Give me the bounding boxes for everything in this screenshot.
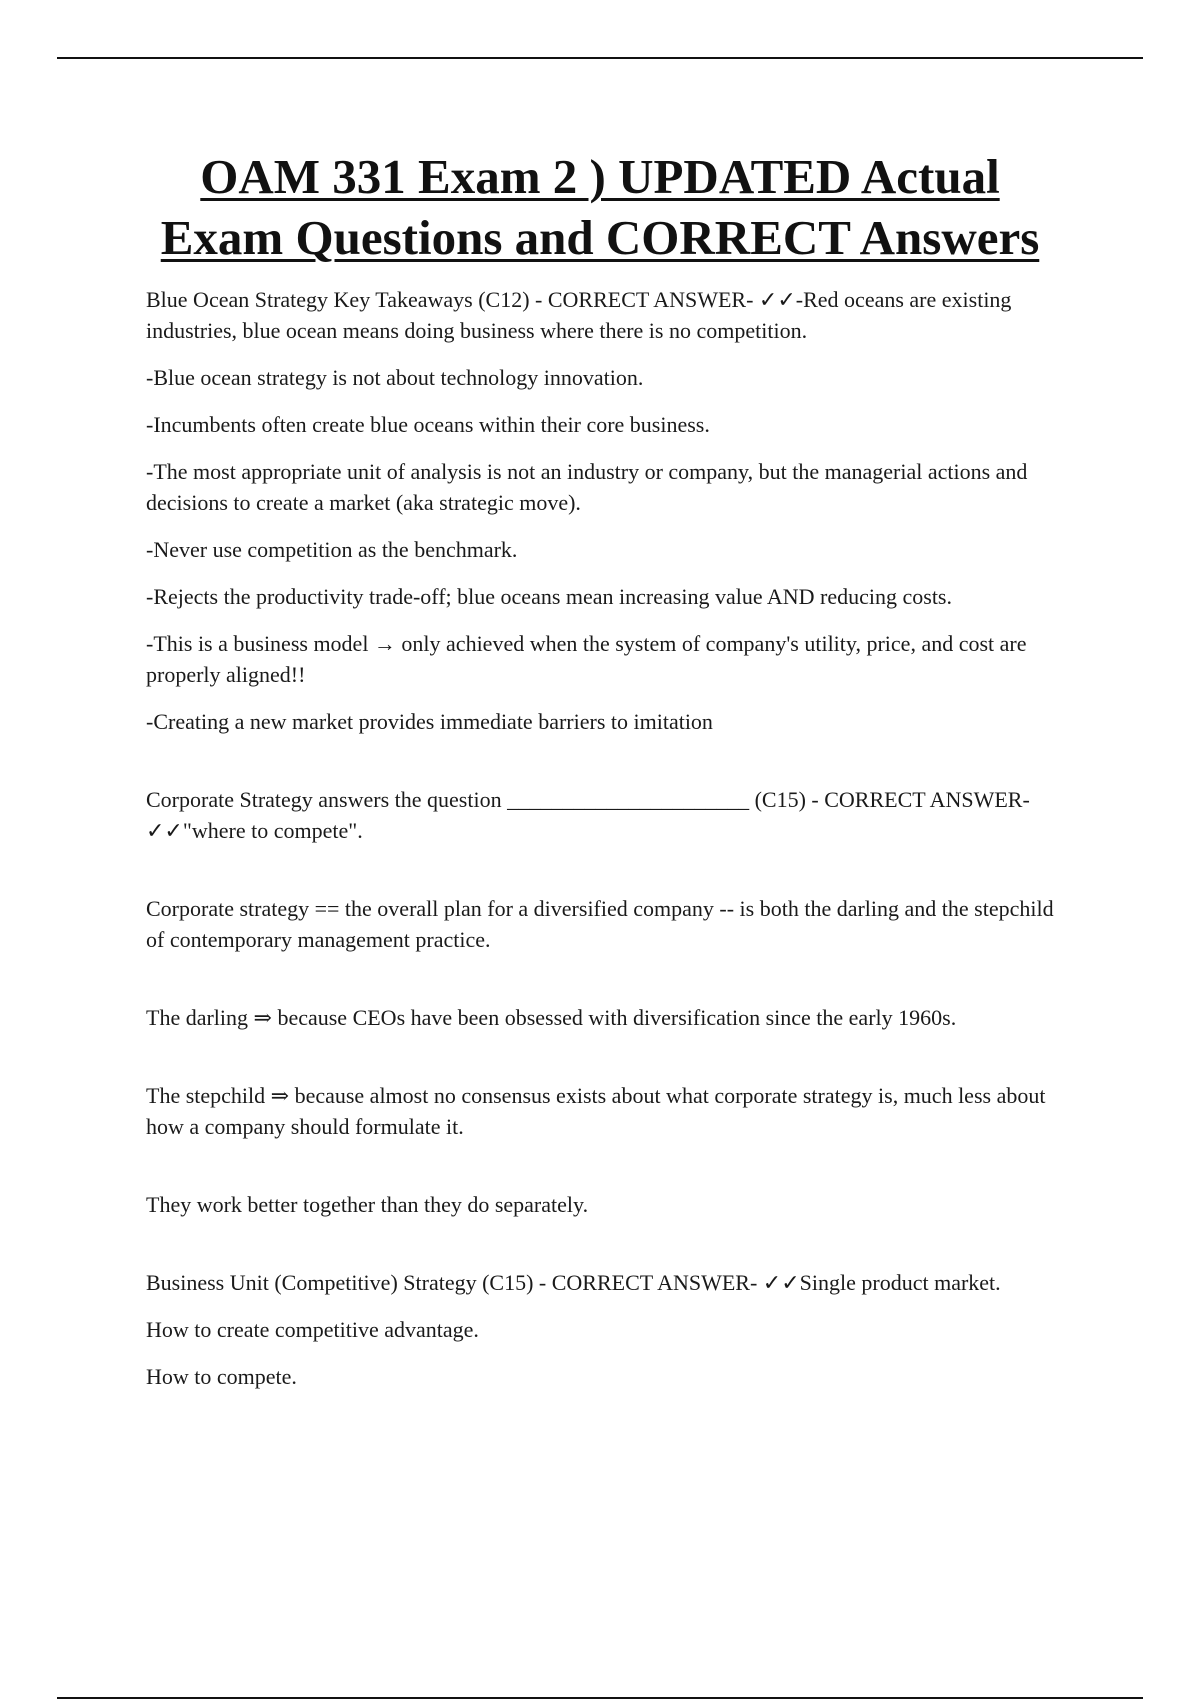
paragraph-business-unit-strategy: Business Unit (Competitive) Strategy (C15) - CORRECT ANSWER- ✓✓Single product market. [146, 1270, 1001, 1295]
paragraph: The darling ⇒ because CEOs have been obsessed with diversification since the early 1960s. [146, 1005, 957, 1030]
paragraph: -This is a business model → only achieved when the system of company's utility, price, and cost are properly aligned!! [146, 631, 1027, 687]
paragraph: -The most appropriate unit of analysis is not an industry or company, but the managerial actions and decisions to create a market (aka strategic move). [146, 459, 1028, 515]
paragraph: Corporate strategy == the overall plan for a diversified company -- is both the darling and the stepchild of contemporary management practice. [146, 896, 1054, 952]
title-line-2: Exam Questions and CORRECT Answers [160, 210, 1040, 265]
paragraph: How to compete. [146, 1364, 297, 1389]
paragraph: -Incumbents often create blue oceans within their core business. [146, 412, 710, 437]
paragraph: -Blue ocean strategy is not about technology innovation. [146, 365, 644, 390]
paragraph-blue-ocean-takeaways: Blue Ocean Strategy Key Takeaways (C12) - CORRECT ANSWER- ✓✓-Red oceans are existing industries, blue ocean means doing business where there is no competition. [146, 287, 1012, 343]
paragraph: The stepchild ⇒ because almost no consensus exists about what corporate strategy is, much less about how a company should formulate it. [146, 1083, 1046, 1139]
paragraph: -Never use competition as the benchmark. [146, 537, 518, 562]
bottom-rule [57, 1697, 1143, 1699]
paragraph: -Rejects the productivity trade-off; blue oceans mean increasing value AND reducing costs. [146, 584, 952, 609]
document-body [146, 284, 1066, 1408]
paragraph: -Creating a new market provides immediate barriers to imitation [146, 709, 713, 734]
paragraph: How to create competitive advantage. [146, 1317, 479, 1342]
paragraph-corporate-strategy-question: Corporate Strategy answers the question ______________________ (C15) - CORRECT ANSWER- ✓✓"where to compete". [146, 787, 1030, 843]
document-title [100, 146, 1100, 268]
title-line-1: OAM 331 Exam 2 ) UPDATED Actual [200, 149, 1000, 204]
paragraph: They work better together than they do separately. [146, 1192, 589, 1217]
top-rule [57, 57, 1143, 59]
